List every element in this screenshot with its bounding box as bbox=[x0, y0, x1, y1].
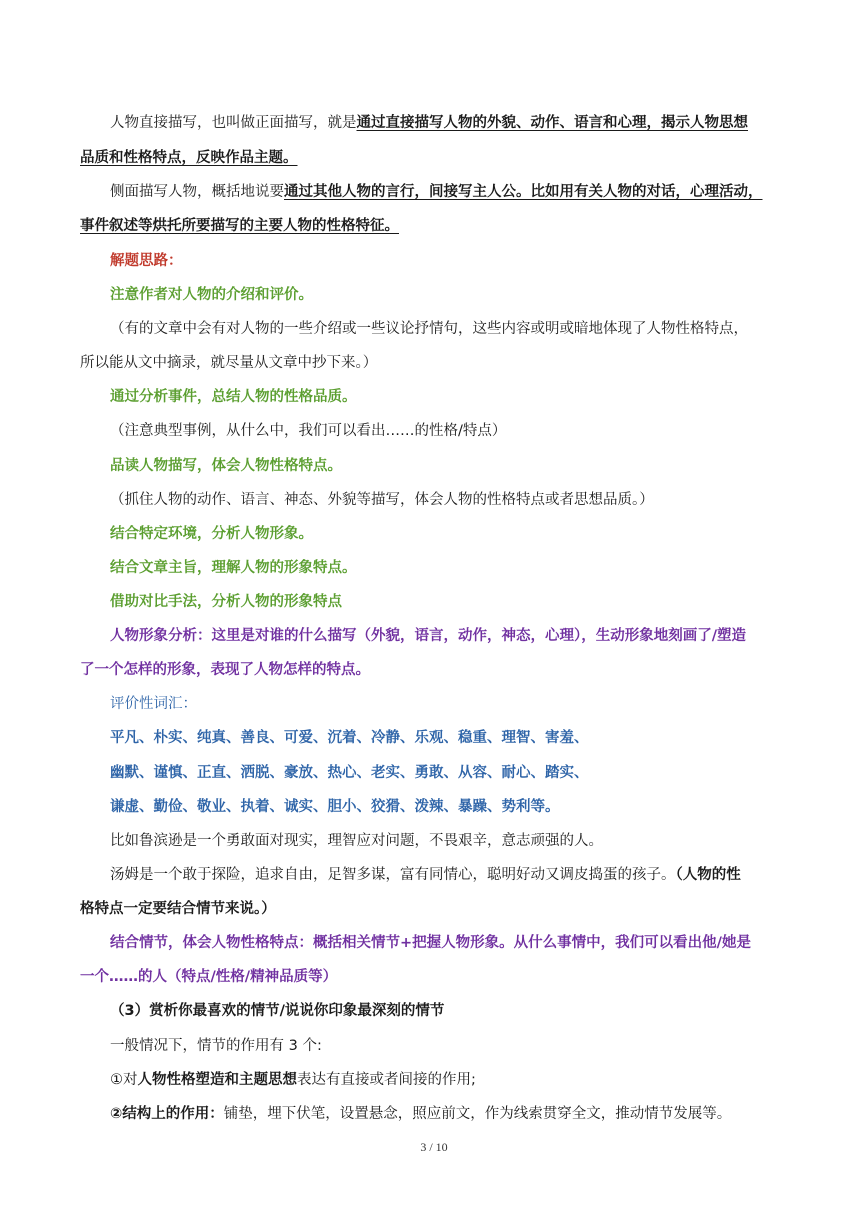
underlined-emphasis: 通过其他人物的言行，间接写主人公。比如用有关人物的对话，心理活动， bbox=[284, 184, 763, 200]
example-robinson: 比如鲁滨逊是一个勇敢面对现实，理智应对问题，不畏艰辛，意志顽强的人。 bbox=[110, 833, 603, 849]
tip-author-introduction: 注意作者对人物的介绍和评价。 bbox=[110, 287, 313, 303]
tip-read-description: 品读人物描写，体会人物性格特点。 bbox=[110, 458, 342, 474]
note-typical-events: （注意典型事例，从什么中，我们可以看出……的性格/特点） bbox=[110, 423, 507, 439]
underlined-emphasis: 事件叙述等烘托所要描写的主要人物的性格特征。 bbox=[80, 218, 399, 234]
underlined-emphasis: 通过直接描写人物的外貌、动作、语言和心理，揭示人物思想 bbox=[356, 115, 748, 131]
note-introduction-cont: 所以能从文中摘录，就尽量从文章中抄下来。） bbox=[80, 355, 378, 371]
page-number: 3 / 10 bbox=[420, 1140, 448, 1154]
tip-theme: 结合文章主旨，理解人物的形象特点。 bbox=[110, 560, 357, 576]
paragraph-direct-description: 人物直接描写，也叫做正面描写，就是通过直接描写人物的外貌、动作、语言和心理，揭示人物思想 bbox=[110, 115, 748, 131]
example-tom: 汤姆是一个敢于探险，追求自由，足智多谋，富有同情心，聪明好动又调皮捣蛋的孩子。（人物的性 bbox=[110, 867, 741, 883]
character-analysis-formula: 人物形象分析：这里是对谁的什么描写（外貌，语言，动作，神态，心理），生动形象地刻画了/塑造 bbox=[110, 628, 747, 644]
question-3-heading: （3）赏析你最喜欢的情节/说说你印象最深刻的情节 bbox=[110, 1003, 445, 1019]
underlined-emphasis: 品质和性格特点，反映作品主题。 bbox=[80, 150, 298, 166]
character-analysis-formula-cont: 了一个怎样的形象，表现了人物怎样的特点。 bbox=[80, 662, 370, 678]
plot-analysis-formula: 结合情节，体会人物性格特点：概括相关情节+把握人物形象。从什么事情中，我们可以看出他/她是 bbox=[110, 935, 751, 951]
note-description: （抓住人物的动作、语言、神态、外貌等描写，体会人物的性格特点或者思想品质。） bbox=[110, 492, 654, 508]
plot-analysis-formula-cont: 一个……的人（特点/性格/精神品质等） bbox=[80, 969, 338, 985]
evaluative-vocabulary-heading: 评价性词汇： bbox=[110, 696, 197, 712]
note-introduction: （有的文章中会有对人物的一些介绍或一些议论抒情句，这些内容或明或暗地体现了人物性格特点， bbox=[110, 321, 748, 337]
plot-function-item-2: ②结构上的作用：铺垫，埋下伏笔，设置悬念，照应前文，作为线索贯穿全文，推动情节发展等。 bbox=[110, 1106, 732, 1122]
paragraph-direct-description-cont bbox=[80, 147, 790, 169]
vocabulary-line-1: 平凡、朴实、纯真、善良、可爱、沉着、冷静、乐观、稳重、理智、害羞、 bbox=[110, 730, 589, 746]
vocabulary-line-2: 幽默、谨慎、正直、洒脱、豪放、热心、老实、勇敢、从容、耐心、踏实、 bbox=[110, 765, 589, 781]
paragraph-side-description: 侧面描写人物，概括地说要通过其他人物的言行，间接写主人公。比如用有关人物的对话，心理活动， bbox=[110, 184, 763, 200]
plot-function-intro: 一般情况下，情节的作用有 3 个: bbox=[110, 1038, 322, 1054]
example-tom-cont: 格特点一定要结合情节来说。） bbox=[80, 901, 276, 917]
heading-solution-approach: 解题思路： bbox=[110, 253, 183, 269]
vocabulary-line-3: 谦虚、勤俭、敬业、执着、诚实、胆小、狡猾、泼辣、暴躁、势利等。 bbox=[110, 799, 560, 815]
tip-environment: 结合特定环境，分析人物形象。 bbox=[110, 526, 313, 542]
plot-function-item-1: ①对人物性格塑造和主题思想表达有直接或者间接的作用; bbox=[110, 1072, 476, 1088]
tip-contrast: 借助对比手法，分析人物的形象特点 bbox=[110, 594, 342, 610]
paragraph-side-description-cont bbox=[80, 215, 790, 237]
tip-analyze-events: 通过分析事件，总结人物的性格品质。 bbox=[110, 389, 357, 405]
